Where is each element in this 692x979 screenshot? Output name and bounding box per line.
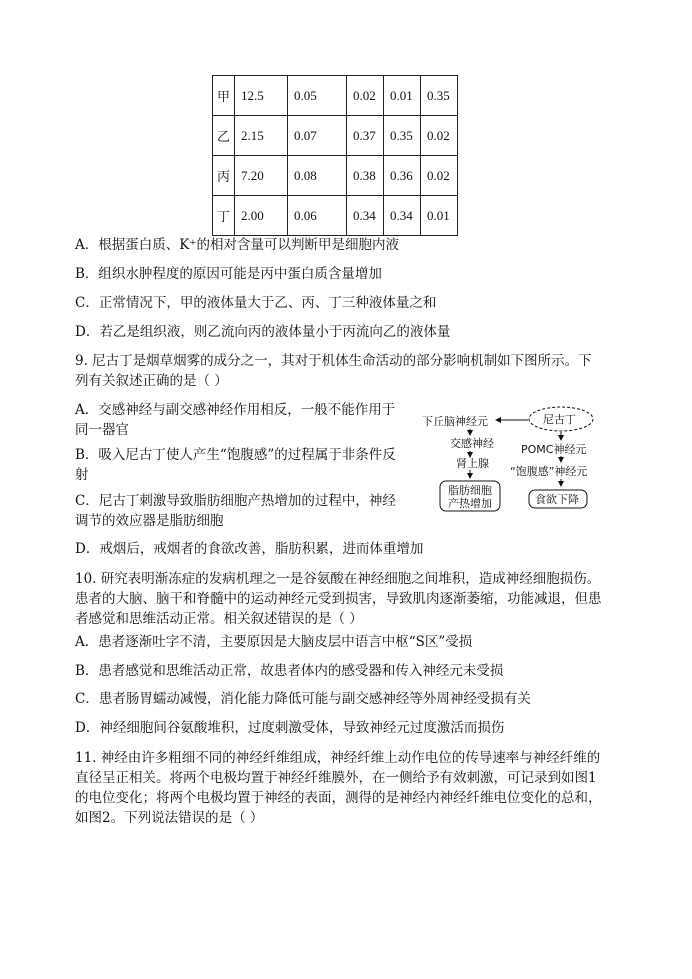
q9-option-c-line1: C．尼古丁刺激导致脂肪细胞产热增加的过程中，神经: [75, 493, 396, 509]
pomc-neuron-label: POMC神经元: [521, 443, 587, 456]
q10-option-d: D．神经细胞间谷氨酸堆积，过度刺激受体，导致神经元过度激活而损伤: [75, 720, 505, 736]
hypothalamus-neuron-label: 下丘脑神经元: [422, 415, 488, 428]
q10-option-b: B．患者感觉和思维活动正常，故患者体内的感受器和传入神经元未受损: [75, 663, 504, 679]
table-row-header: 乙: [213, 116, 235, 156]
table-cell: 0.06: [288, 196, 347, 236]
q9-option-d: D．戒烟后，戒烟者的食欲改善，脂肪积累，进而体重增加: [75, 541, 424, 557]
adrenal-label: 肾上腺: [456, 457, 489, 470]
satiety-neuron-label: “饱腹感”神经元: [510, 465, 588, 478]
table-row-header: 丙: [213, 156, 235, 196]
q8-option-c: C．正常情况下，甲的液体量大于乙、丙、丁三种液体量之和: [75, 295, 437, 311]
q11-stem-line3: 的电位变化；将两个电极均置于神经的表面，测得的是神经内神经纤维电位变化的总和，: [75, 790, 602, 806]
q10-option-c: C．患者肠胃蠕动减慢，消化能力降低可能与副交感神经等外周神经受损有关: [75, 691, 531, 707]
q9-stem-line2: 列有关叙述正确的是（ ）: [75, 373, 228, 389]
table-cell: 12.5: [235, 76, 288, 116]
table-cell: 0.01: [421, 196, 458, 236]
table-cell: 0.34: [347, 196, 384, 236]
table-cell: 0.07: [288, 116, 347, 156]
table-cell: 0.02: [347, 76, 384, 116]
table-cell: 0.36: [384, 156, 421, 196]
table-row-header: 甲: [213, 76, 235, 116]
appetite-label: 食欲下降: [535, 493, 579, 506]
table-cell: 0.02: [421, 116, 458, 156]
table-row: [213, 116, 458, 156]
q11-stem-line2: 直径呈正相关。将两个电极均置于神经纤维膜外，在一侧给予有效刺激，可记录到如图1: [75, 770, 597, 786]
table-cell: 0.08: [288, 156, 347, 196]
q10-stem-line2: 患者的大脑、脑干和脊髓中的运动神经元受到损害，导致肌肉逐渐萎缩，功能减退，但患: [75, 591, 602, 607]
table-cell: 7.20: [235, 156, 288, 196]
q9-option-c-line2: 调节的效应器是脂肪细胞: [75, 513, 224, 529]
table-row: [213, 196, 458, 236]
q9-stem-line1: 9. 尼古丁是烟草烟雾的成分之一，其对于机体生命活动的部分影响机制如下图所示。下: [75, 353, 592, 369]
nicotine-label: 尼古丁: [543, 413, 576, 426]
q9-option-b-line2: 射: [75, 467, 89, 483]
q8-option-b: B．组织水肿程度的原因可能是丙中蛋白质含量增加: [75, 266, 382, 282]
q8-option-a: A．根据蛋白质、K⁺的相对含量可以判断甲是细胞内液: [75, 237, 399, 253]
q9-option-a-line1: A．交感神经与副交感神经作用相反，一般不能作用于: [75, 402, 396, 418]
q9-option-b-line1: B．吸入尼古丁使人产生“饱腹感”的过程属于非条件反: [75, 447, 396, 463]
table-cell: 2.15: [235, 116, 288, 156]
table-cell: 0.38: [347, 156, 384, 196]
nicotine-mechanism-diagram: [418, 404, 618, 516]
q8-option-d: D．若乙是组织液，则乙流向丙的液体量小于丙流向乙的液体量: [75, 324, 451, 340]
q10-stem-line3: 者感觉和思维活动正常。相关叙述错误的是（ ）: [75, 611, 363, 627]
table-row: [213, 76, 458, 116]
table-cell: 0.05: [288, 76, 347, 116]
fluid-composition-table: [212, 75, 458, 236]
table-cell: 0.34: [384, 196, 421, 236]
table-cell: 0.35: [384, 116, 421, 156]
table-cell: 0.37: [347, 116, 384, 156]
q9-option-a-line2: 同一器官: [75, 422, 129, 438]
table-cell: 2.00: [235, 196, 288, 236]
table-cell: 0.01: [384, 76, 421, 116]
heat-increase-label: 产热增加: [448, 497, 492, 510]
q10-option-a: A．患者逐渐吐字不清，主要原因是大脑皮层中语言中枢“S区”受损: [75, 634, 473, 650]
table-row: [213, 156, 458, 196]
table-cell: 0.35: [421, 76, 458, 116]
q10-stem-line1: 10. 研究表明渐冻症的发病机理之一是谷氨酸在神经细胞之间堆积，造成神经细胞损伤。: [75, 571, 601, 587]
table-cell: 0.02: [421, 156, 458, 196]
q11-stem-line4: 如图2。下列说法错误的是（ ）: [75, 810, 264, 826]
q11-stem-line1: 11. 神经由许多粗细不同的神经纤维组成，神经纤维上动作电位的传导速率与神经纤维的: [75, 750, 601, 766]
sympathetic-label: 交感神经: [450, 437, 494, 450]
table-row-header: 丁: [213, 196, 235, 236]
fat-cell-label: 脂肪细胞: [448, 484, 492, 497]
